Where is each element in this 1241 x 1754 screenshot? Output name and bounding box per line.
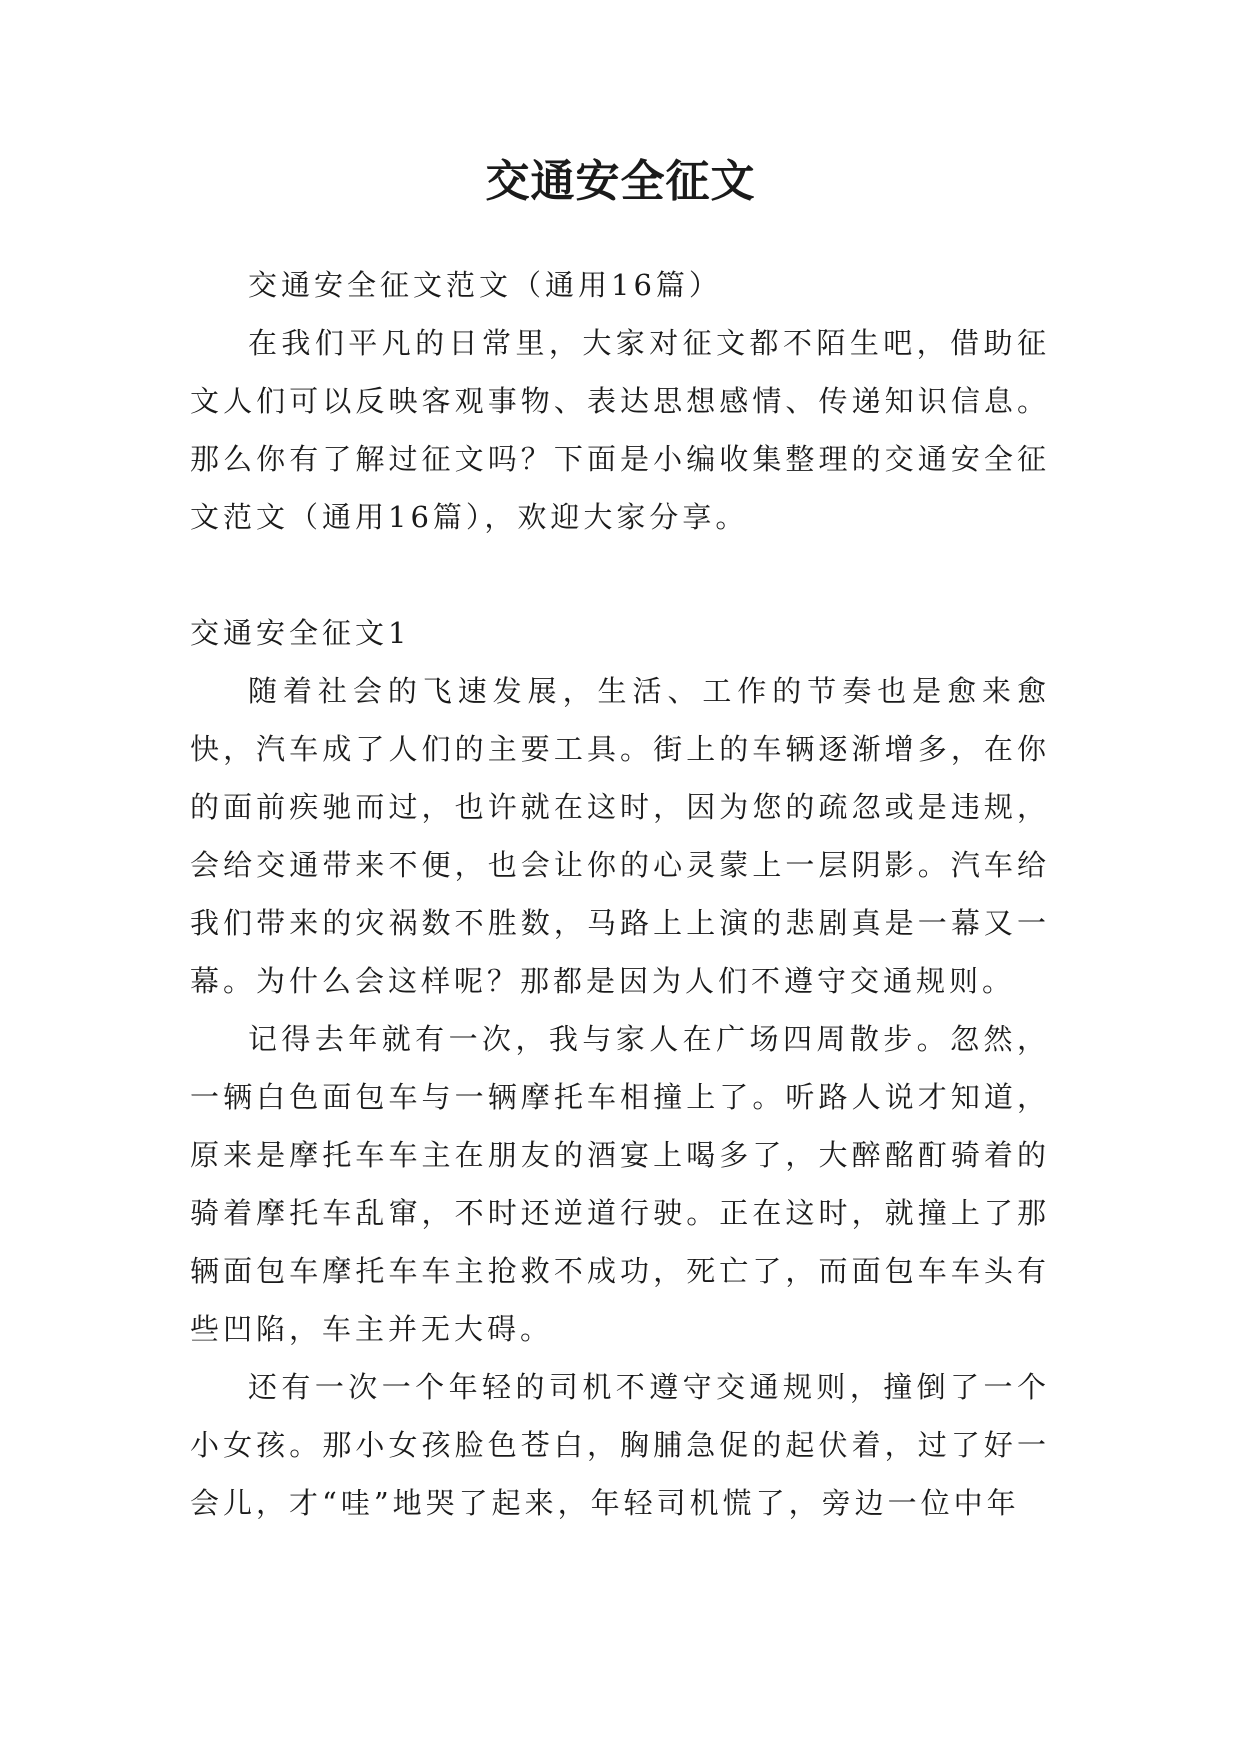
body-paragraph: 记得去年就有一次，我与家人在广场四周散步。忽然，一辆白色面包车与一辆摩托车相撞上了。听路人说才知道，原来是摩托车车主在朋友的酒宴上喝多了，大醉酩酊骑着的骑着摩托车乱窜，不时还逆道行驶。正在这时，就撞上了那辆面包车摩托车车主抢救不成功，死亡了，而面包车车头有些凹陷，车主并无大碍。 [190, 1022, 1050, 1346]
section-spacer [190, 546, 1050, 604]
document-body [190, 256, 1050, 1532]
section-heading: 交通安全征文1 [190, 616, 411, 650]
intro-paragraph: 在我们平凡的日常里，大家对征文都不陌生吧，借助征文人们可以反映客观事物、表达思想感情、传递知识信息。那么你有了解过征文吗？下面是小编收集整理的交通安全征文范文（通用16篇），欢迎大家分享。 [190, 326, 1050, 534]
document-subtitle: 交通安全征文范文（通用16篇） [248, 268, 722, 302]
document-title: 交通安全征文 [485, 156, 756, 207]
body-paragraph: 随着社会的飞速发展，生活、工作的节奏也是愈来愈快，汽车成了人们的主要工具。街上的车辆逐渐增多，在你的面前疾驰而过，也许就在这时，因为您的疏忽或是违规，会给交通带来不便，也会让你的心灵蒙上一层阴影。汽车给我们带来的灾祸数不胜数，马路上上演的悲剧真是一幕又一幕。为什么会这样呢？那都是因为人们不遵守交通规则。 [190, 674, 1050, 998]
body-paragraph: 还有一次一个年轻的司机不遵守交通规则，撞倒了一个小女孩。那小女孩脸色苍白，胸脯急促的起伏着，过了好一会儿，才“哇”地哭了起来，年轻司机慌了，旁边一位中年 [190, 1370, 1050, 1520]
